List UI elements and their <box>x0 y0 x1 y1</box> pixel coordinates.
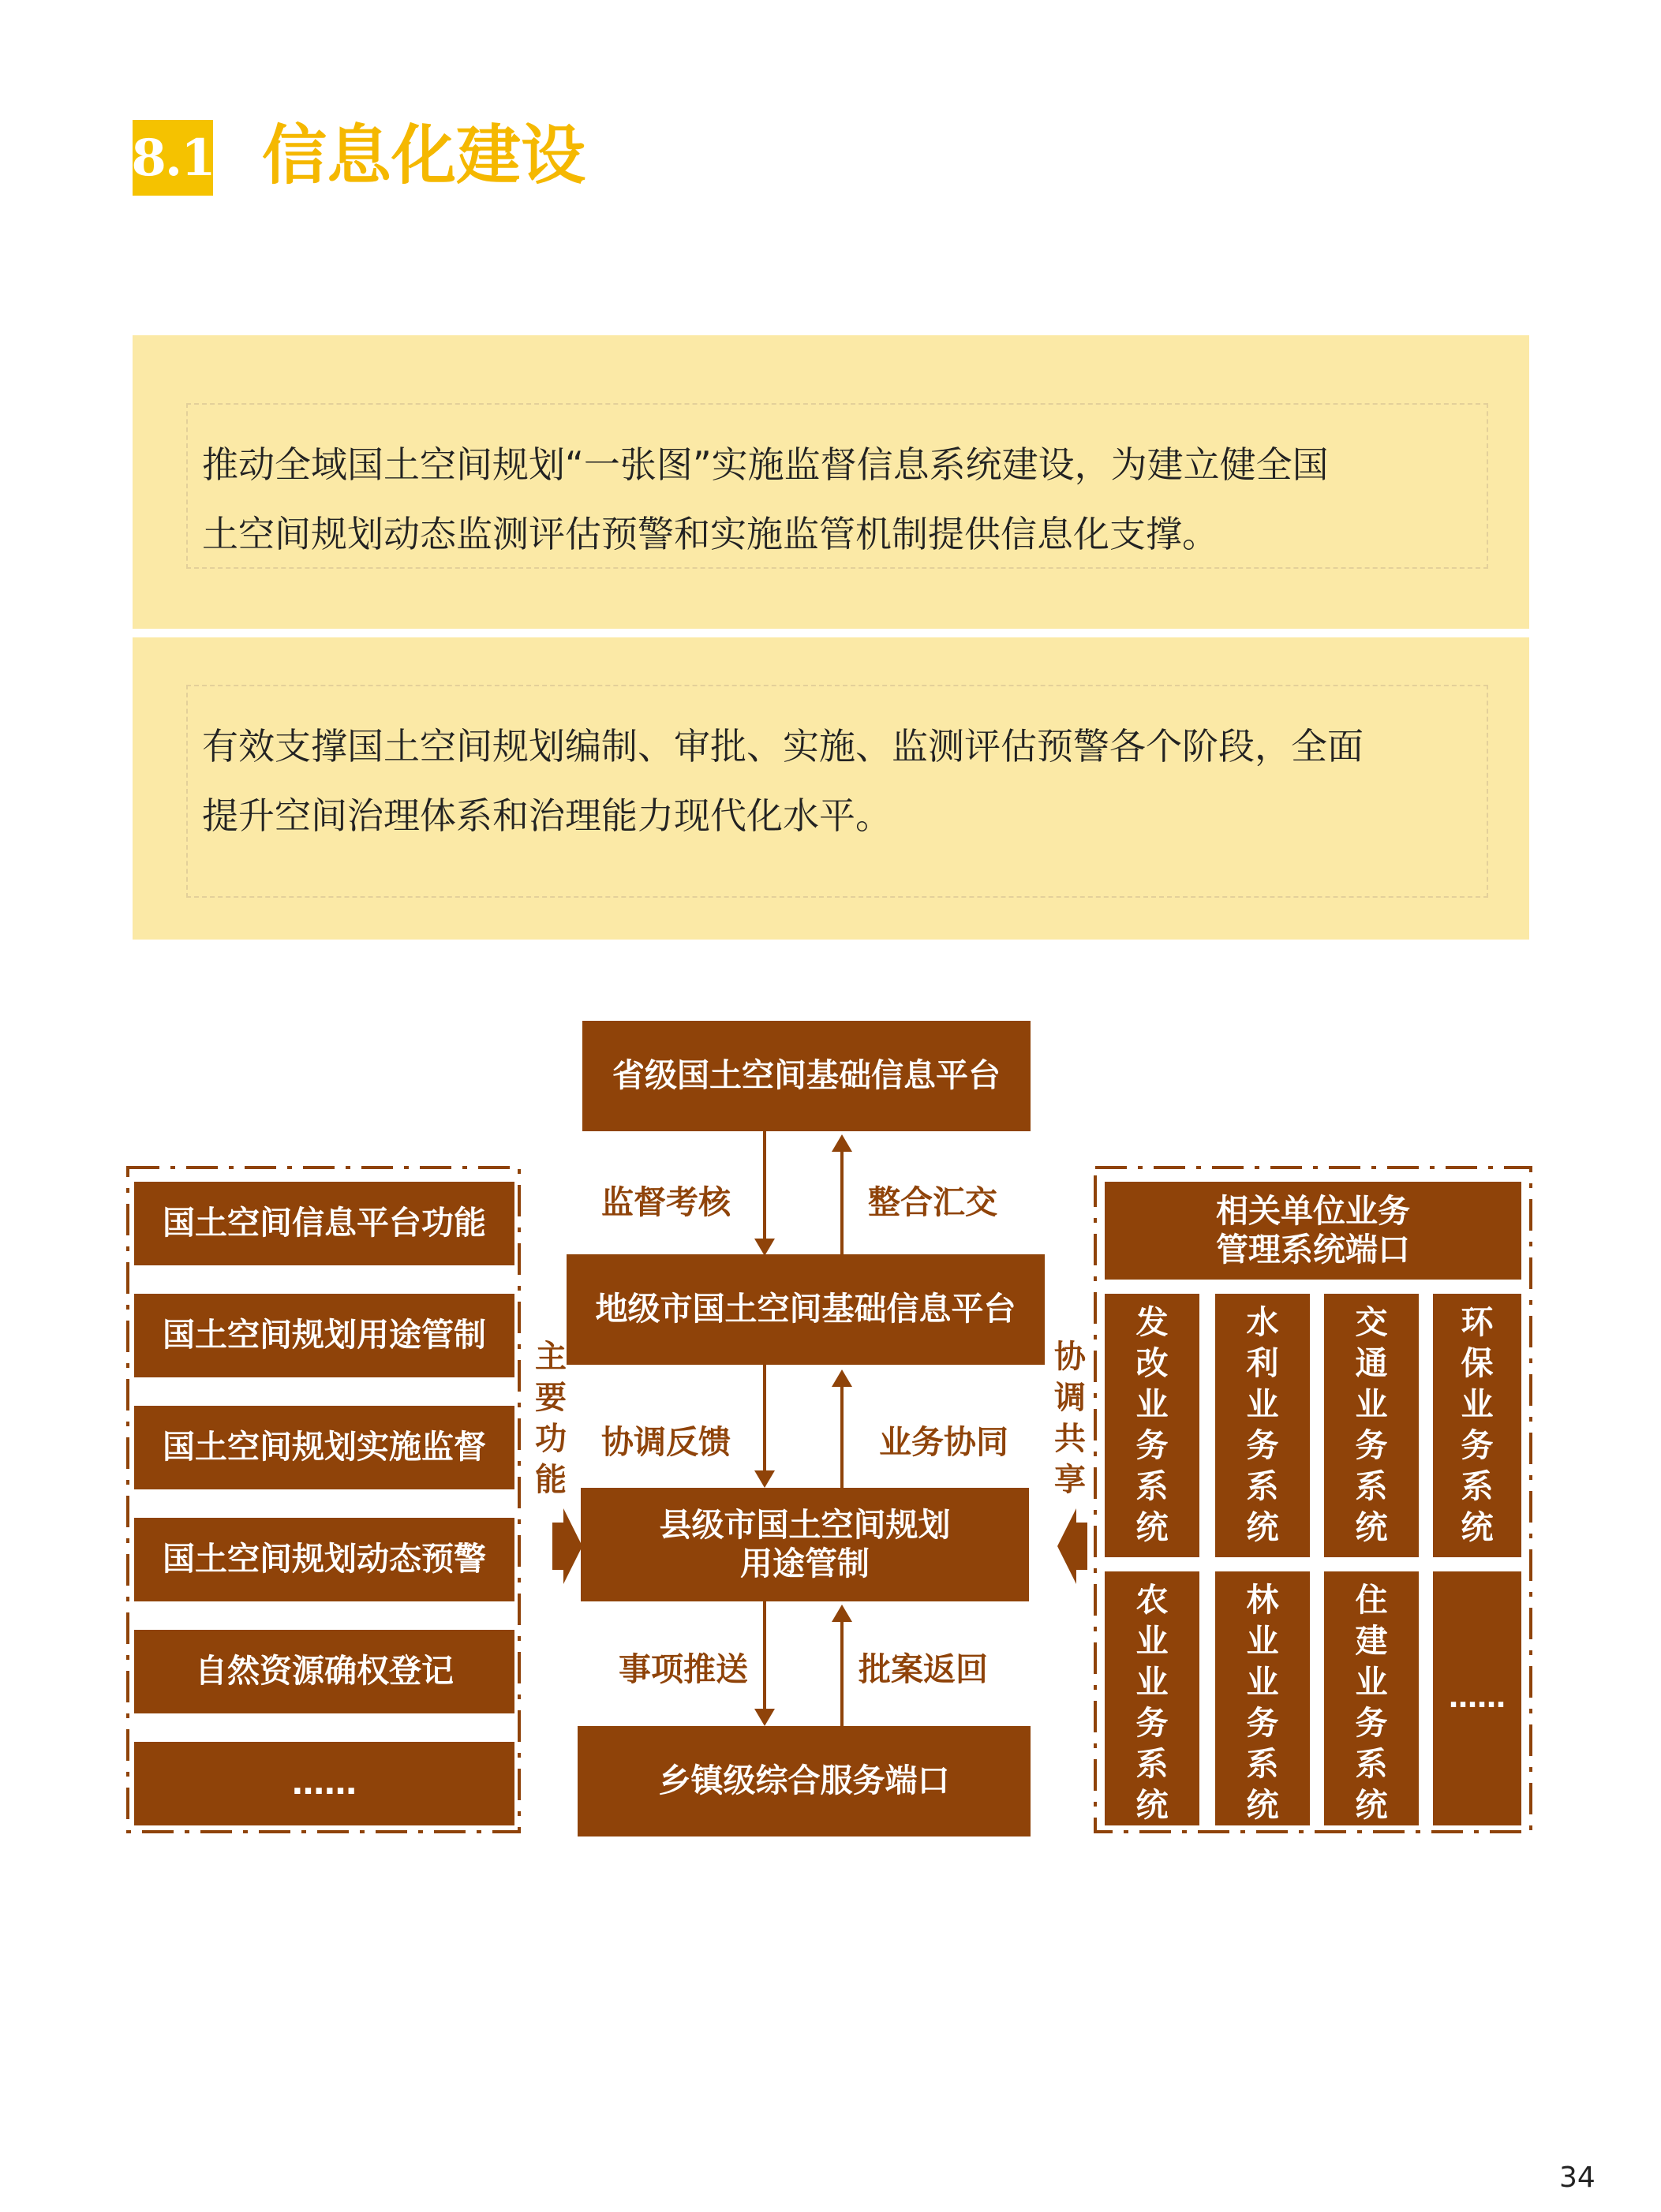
left-group-border <box>128 1168 519 1832</box>
section-title: 信息化建设 <box>262 118 586 193</box>
section-number-badge: 8.1 <box>133 120 213 196</box>
summary-panel-2-line-1: 有效支撑国土空间规划编制、审批、实施、监测评估预警各个阶段，全面 <box>202 725 1364 768</box>
arrowhead-up-1 <box>832 1134 852 1152</box>
coordination-char-3: 共 <box>1054 1421 1086 1457</box>
related-systems-header <box>1105 1182 1521 1280</box>
function-item-5 <box>134 1630 514 1713</box>
province-platform-box <box>582 1021 1031 1131</box>
related-systems-header-line-2: 管理系统端口 <box>1216 1231 1410 1269</box>
related-systems-header-line-1: 相关单位业务 <box>1216 1191 1410 1230</box>
label-supervise: 监督考核 <box>601 1183 731 1221</box>
system-more-label: …… <box>1449 1682 1506 1715</box>
function-item-1 <box>134 1182 514 1265</box>
arrowhead-down-2 <box>754 1470 775 1488</box>
county-control-box <box>581 1488 1029 1601</box>
system-transport: 交 通 业 务 系 统 <box>1324 1294 1419 1557</box>
arrowhead-up-3 <box>832 1605 852 1622</box>
coordination-char-1: 协 <box>1054 1339 1086 1375</box>
function-item-4 <box>134 1518 514 1601</box>
label-return: 批案返回 <box>859 1650 988 1688</box>
township-service-box <box>578 1726 1031 1836</box>
arrowhead-down-3 <box>754 1709 775 1726</box>
arrowhead-down-1 <box>754 1239 775 1256</box>
county-control-line-1: 县级市国土空间规划 <box>659 1505 951 1544</box>
prefecture-platform-label: 地级市国土空间基础信息平台 <box>595 1290 1016 1328</box>
page-number: 34 <box>1559 2162 1596 2194</box>
label-integrate: 整合汇交 <box>868 1183 997 1221</box>
main-functions-label <box>533 1336 568 1500</box>
system-housing-construction: 住 建 业 务 系 统 <box>1324 1571 1419 1825</box>
main-functions-char-2: 要 <box>535 1380 567 1416</box>
coordination-char-4: 享 <box>1054 1462 1086 1498</box>
summary-panel-1-line-1: 推动全域国土空间规划“一张图”实施监督信息系统建设，为建立健全国 <box>202 443 1329 486</box>
system-more <box>1433 1571 1521 1825</box>
system-development-reform: 发 改 业 务 系 统 <box>1105 1294 1199 1557</box>
label-push: 事项推送 <box>619 1650 748 1688</box>
coordination-char-2: 调 <box>1054 1380 1086 1416</box>
system-environment: 环 保 业 务 系 统 <box>1433 1294 1521 1557</box>
system-water-resources: 水 利 业 务 系 统 <box>1215 1294 1310 1557</box>
province-platform-label: 省级国土空间基础信息平台 <box>612 1056 1001 1095</box>
township-service-label: 乡镇级综合服务端口 <box>658 1762 950 1800</box>
right-block-arrow <box>1057 1508 1087 1584</box>
prefecture-platform-box <box>567 1254 1045 1365</box>
system-agriculture: 农 业 业 务 系 统 <box>1105 1571 1199 1825</box>
main-functions-char-4: 能 <box>535 1462 567 1498</box>
left-block-arrow <box>552 1508 582 1584</box>
function-item-2-label: 国土空间规划用途管制 <box>163 1316 486 1354</box>
function-item-3-label: 国土空间规划实施监督 <box>163 1428 486 1467</box>
county-control-line-2: 用途管制 <box>740 1545 870 1582</box>
main-functions-char-1: 主 <box>535 1339 567 1375</box>
label-feedback: 协调反馈 <box>601 1423 731 1461</box>
function-item-3 <box>134 1406 514 1489</box>
summary-panel-2-line-2: 提升空间治理体系和治理能力现代化水平。 <box>202 794 892 837</box>
summary-panel-1-line-2: 土空间规划动态监测评估预警和实施监管机制提供信息化支撑。 <box>202 513 1218 555</box>
function-item-2 <box>134 1294 514 1377</box>
arrowhead-up-2 <box>832 1369 852 1387</box>
main-functions-char-3: 功 <box>535 1421 567 1457</box>
function-item-4-label: 国土空间规划动态预警 <box>163 1540 486 1579</box>
label-cooperate: 业务协同 <box>879 1423 1008 1461</box>
coordination-label <box>1053 1336 1087 1500</box>
function-item-more-label: …… <box>292 1764 357 1803</box>
function-item-more <box>134 1742 514 1825</box>
system-forestry: 林 业 业 务 系 统 <box>1215 1571 1310 1825</box>
function-item-1-label: 国土空间信息平台功能 <box>163 1204 486 1242</box>
function-item-5-label: 自然资源确权登记 <box>195 1652 454 1691</box>
